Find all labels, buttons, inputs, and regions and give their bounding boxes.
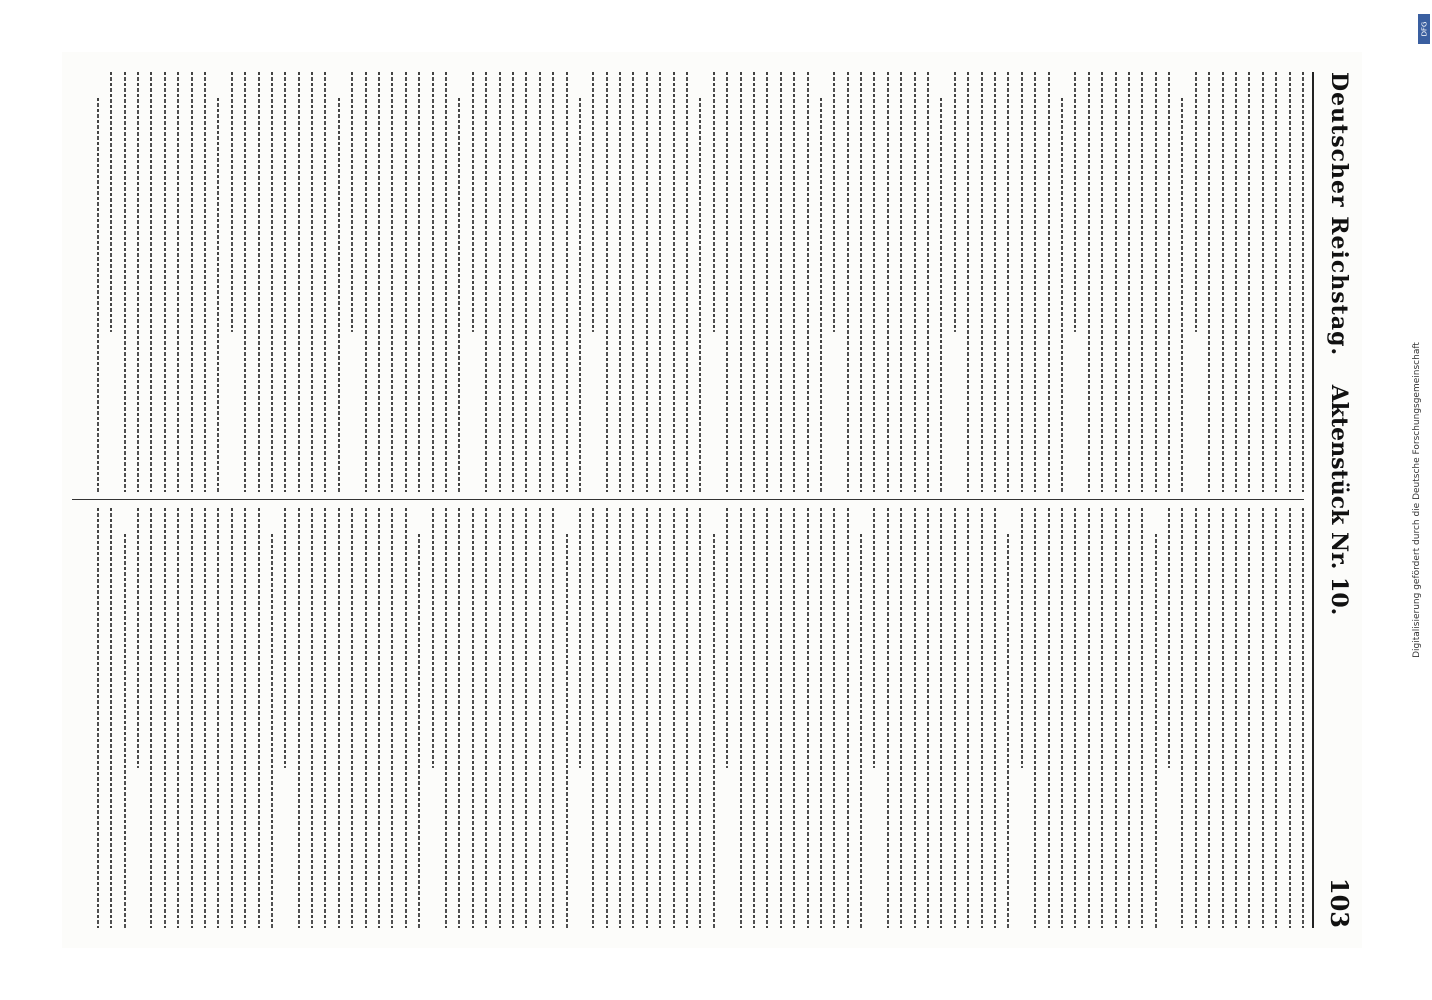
- text-column-right: [72, 508, 1304, 928]
- text-line: [592, 72, 594, 332]
- text-line: [860, 72, 862, 492]
- text-line: [1061, 508, 1063, 928]
- text-line: [780, 72, 782, 492]
- text-line: [191, 72, 193, 492]
- text-line: [1168, 72, 1170, 492]
- text-line: [1302, 508, 1304, 928]
- text-line: [994, 72, 996, 492]
- text-line: [1141, 72, 1143, 492]
- text-line: [271, 72, 273, 492]
- text-line: [512, 72, 514, 492]
- text-line: [967, 508, 969, 928]
- text-line: [1208, 72, 1210, 492]
- text-line: [619, 508, 621, 928]
- text-line: [1195, 72, 1197, 332]
- text-line: [244, 72, 246, 492]
- text-line: [258, 508, 260, 928]
- running-header: [1316, 72, 1356, 928]
- text-line: [284, 72, 286, 492]
- text-line: [1262, 508, 1264, 928]
- text-line: [1101, 72, 1103, 492]
- text-line: [592, 508, 594, 928]
- text-line: [378, 508, 380, 928]
- text-line: [324, 508, 326, 928]
- text-line: [713, 534, 715, 928]
- scanned-page: [62, 52, 1362, 948]
- text-line: [900, 72, 902, 492]
- text-line: [793, 72, 795, 492]
- text-line: [512, 508, 514, 928]
- text-line: [1222, 508, 1224, 928]
- text-line: [204, 508, 206, 928]
- text-line: [699, 98, 701, 492]
- text-line: [204, 72, 206, 492]
- text-line: [485, 508, 487, 928]
- text-line: [445, 508, 447, 928]
- text-line: [284, 508, 286, 768]
- text-line: [150, 72, 152, 492]
- text-line: [1248, 508, 1250, 928]
- text-line: [673, 508, 675, 928]
- text-line: [940, 98, 942, 492]
- text-line: [1222, 72, 1224, 492]
- text-line: [1034, 72, 1036, 492]
- text-line: [418, 72, 420, 492]
- text-line: [539, 72, 541, 492]
- text-line: [351, 72, 353, 332]
- text-line: [566, 534, 568, 928]
- text-line: [686, 508, 688, 928]
- text-line: [1007, 534, 1009, 928]
- text-line: [525, 72, 527, 492]
- text-line: [954, 72, 956, 332]
- text-line: [324, 72, 326, 492]
- text-line: [940, 508, 942, 928]
- text-line: [740, 72, 742, 492]
- text-line: [458, 98, 460, 492]
- text-line: [686, 72, 688, 492]
- text-line: [1021, 72, 1023, 492]
- text-line: [1195, 508, 1197, 928]
- text-line: [874, 508, 876, 768]
- text-line: [1168, 508, 1170, 768]
- text-line: [847, 508, 849, 928]
- text-line: [1048, 508, 1050, 928]
- text-line: [137, 508, 139, 768]
- text-line: [673, 72, 675, 492]
- text-line: [632, 72, 634, 492]
- text-line: [1235, 508, 1237, 928]
- text-line: [1128, 508, 1130, 928]
- text-line: [137, 72, 139, 492]
- text-line: [271, 534, 273, 928]
- text-line: [472, 72, 474, 332]
- header-rule: [1312, 72, 1314, 928]
- text-line: [833, 72, 835, 332]
- text-line: [766, 508, 768, 928]
- text-line: [981, 508, 983, 928]
- text-line: [914, 72, 916, 492]
- text-line: [820, 98, 822, 492]
- text-line: [391, 508, 393, 928]
- text-line: [351, 508, 353, 928]
- text-line: [1275, 72, 1277, 492]
- text-line: [97, 98, 99, 492]
- text-line: [579, 508, 581, 768]
- digitization-credit-text: Digitalisierung gefördert durch die Deutsche Forschungsgemeinschaft: [1412, 342, 1422, 658]
- text-line: [1034, 508, 1036, 928]
- text-line: [338, 98, 340, 492]
- text-line: [833, 508, 835, 928]
- text-line: [244, 508, 246, 928]
- text-line: [1181, 508, 1183, 928]
- text-line: [1262, 72, 1264, 492]
- rotated-page-content: [62, 52, 1362, 948]
- text-line: [552, 72, 554, 492]
- text-line: [1235, 72, 1237, 492]
- text-line: [231, 72, 233, 332]
- text-line: [699, 508, 701, 928]
- text-line: [579, 98, 581, 492]
- text-column-left: [72, 72, 1304, 492]
- text-line: [659, 72, 661, 492]
- text-line: [1007, 72, 1009, 492]
- text-line: [820, 508, 822, 928]
- text-line: [807, 72, 809, 492]
- text-line: [177, 72, 179, 492]
- text-line: [378, 72, 380, 492]
- text-line: [432, 508, 434, 768]
- text-line: [1115, 508, 1117, 928]
- text-line: [432, 72, 434, 492]
- text-line: [472, 508, 474, 928]
- text-line: [150, 508, 152, 928]
- text-line: [606, 72, 608, 492]
- text-line: [914, 508, 916, 928]
- text-line: [967, 72, 969, 492]
- text-line: [1141, 508, 1143, 928]
- text-line: [485, 72, 487, 492]
- text-line: [1248, 72, 1250, 492]
- text-line: [1074, 508, 1076, 928]
- text-line: [311, 72, 313, 492]
- text-line: [753, 72, 755, 492]
- text-line: [124, 72, 126, 492]
- dfg-logo-text: DFG: [1420, 21, 1428, 37]
- text-line: [311, 508, 313, 928]
- header-publication-title: Deutscher Reichstag.: [1326, 72, 1352, 357]
- text-line: [365, 72, 367, 492]
- column-divider: [72, 499, 1304, 500]
- text-line: [566, 72, 568, 492]
- text-line: [659, 508, 661, 928]
- text-line: [1155, 534, 1157, 928]
- text-line: [874, 72, 876, 492]
- text-line: [887, 72, 889, 492]
- text-line: [780, 508, 782, 928]
- text-line: [124, 534, 126, 928]
- text-line: [1061, 98, 1063, 492]
- text-line: [405, 72, 407, 492]
- text-line: [927, 72, 929, 492]
- text-line: [1302, 72, 1304, 492]
- text-line: [97, 508, 99, 928]
- text-line: [646, 72, 648, 492]
- text-line: [713, 72, 715, 332]
- text-line: [1181, 98, 1183, 492]
- text-line: [954, 508, 956, 928]
- text-line: [217, 98, 219, 492]
- text-line: [766, 72, 768, 492]
- text-line: [740, 508, 742, 928]
- text-line: [458, 508, 460, 928]
- dfg-logo: [1418, 14, 1430, 44]
- header-document-number: Aktenstück Nr. 10.: [1326, 384, 1352, 616]
- text-line: [110, 72, 112, 332]
- text-line: [231, 508, 233, 928]
- text-line: [191, 508, 193, 928]
- text-line: [164, 72, 166, 492]
- text-line: [1048, 72, 1050, 492]
- text-line: [1155, 72, 1157, 492]
- text-line: [298, 72, 300, 492]
- text-line: [1021, 508, 1023, 768]
- text-line: [1115, 72, 1117, 492]
- text-line: [887, 508, 889, 928]
- text-line: [1101, 508, 1103, 928]
- text-line: [338, 508, 340, 928]
- text-line: [632, 508, 634, 928]
- text-line: [539, 508, 541, 928]
- text-line: [807, 508, 809, 928]
- text-line: [499, 508, 501, 928]
- text-line: [1208, 508, 1210, 928]
- text-line: [177, 508, 179, 928]
- text-line: [619, 72, 621, 492]
- text-line: [298, 508, 300, 928]
- text-line: [726, 72, 728, 492]
- text-line: [258, 72, 260, 492]
- text-line: [994, 508, 996, 928]
- text-line: [110, 508, 112, 928]
- text-line: [847, 72, 849, 492]
- text-line: [927, 508, 929, 928]
- text-line: [552, 508, 554, 928]
- text-line: [900, 508, 902, 928]
- digitization-credit: [1408, 20, 1426, 980]
- text-line: [1289, 508, 1291, 928]
- text-line: [1088, 72, 1090, 492]
- text-line: [726, 508, 728, 768]
- page-number: 103: [1325, 877, 1354, 928]
- text-line: [1275, 508, 1277, 928]
- text-line: [1088, 508, 1090, 928]
- text-line: [217, 508, 219, 928]
- text-line: [405, 508, 407, 928]
- text-line: [365, 508, 367, 928]
- text-line: [753, 508, 755, 928]
- text-line: [860, 534, 862, 928]
- text-line: [1128, 72, 1130, 492]
- text-line: [525, 508, 527, 928]
- text-line: [1074, 72, 1076, 332]
- text-line: [445, 72, 447, 492]
- text-line: [981, 72, 983, 492]
- text-line: [499, 72, 501, 492]
- text-line: [646, 508, 648, 928]
- text-line: [164, 508, 166, 928]
- text-line: [1289, 72, 1291, 492]
- text-line: [418, 534, 420, 928]
- text-line: [606, 508, 608, 928]
- text-line: [391, 72, 393, 492]
- text-line: [793, 508, 795, 928]
